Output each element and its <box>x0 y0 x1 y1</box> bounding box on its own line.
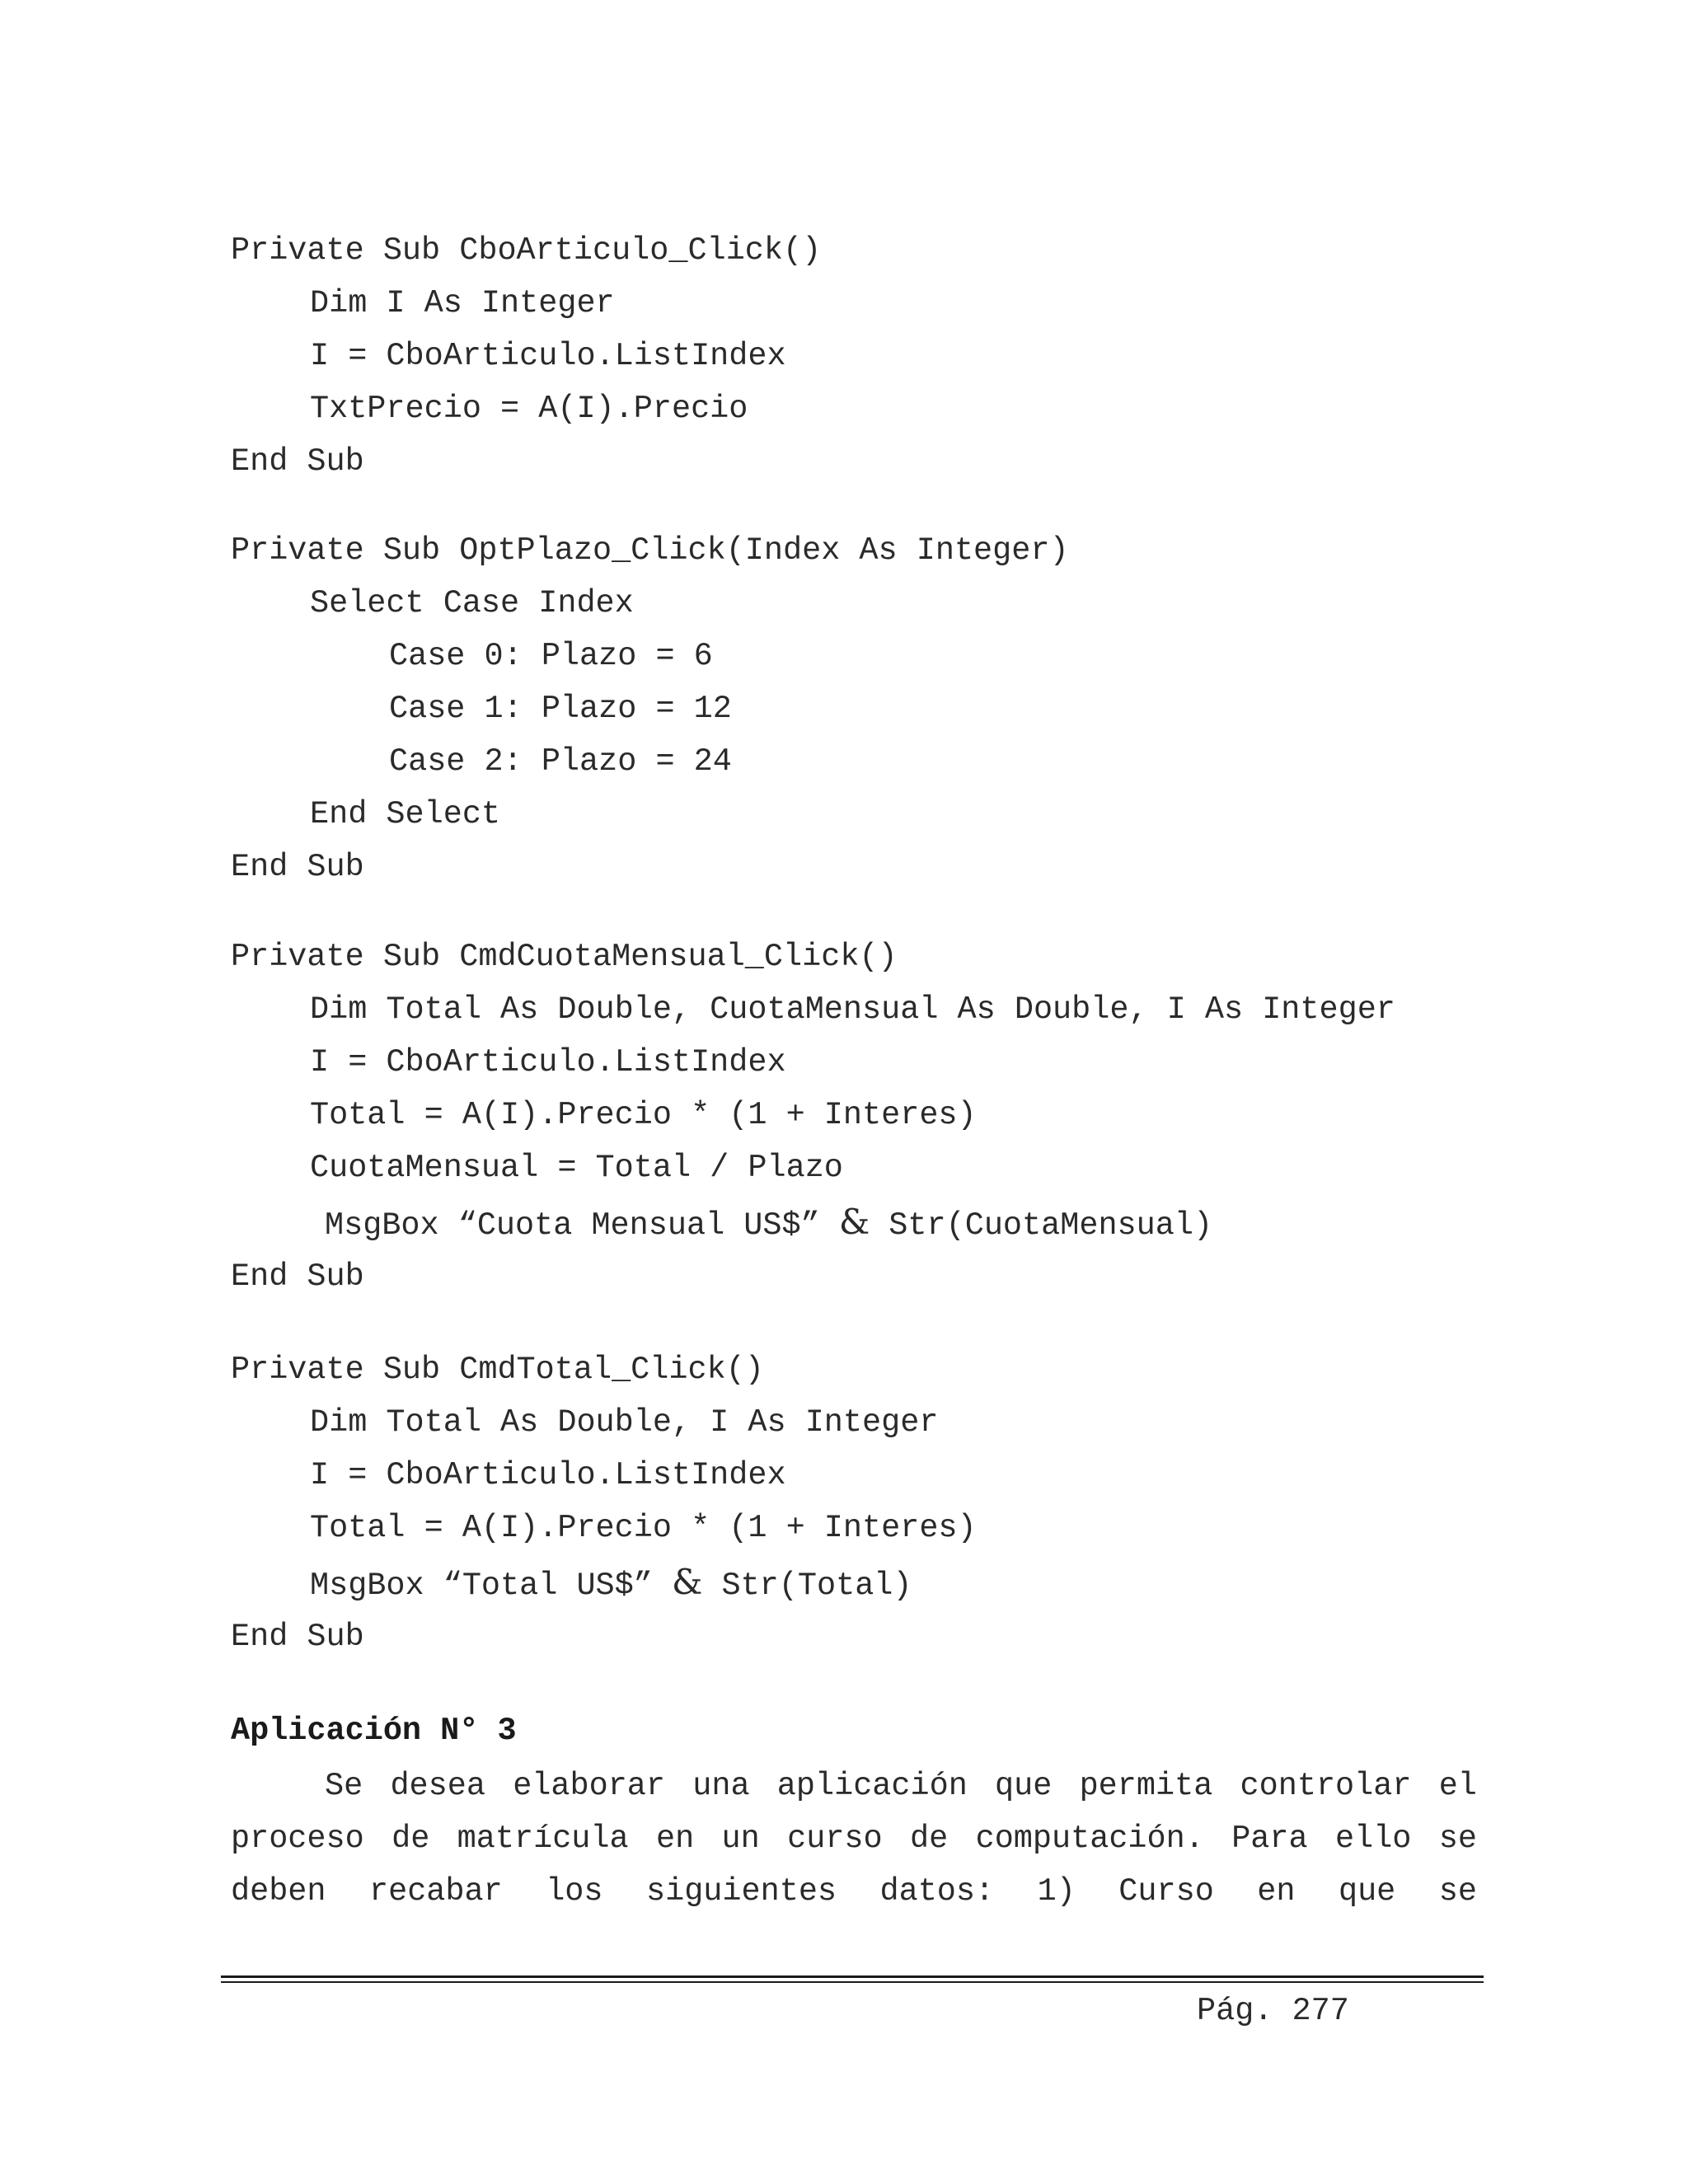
paragraph-line <box>231 1865 1477 1918</box>
code-line: Private Sub CboArticulo_Click() <box>231 232 822 269</box>
code-line: Case 0: Plazo = 6 <box>389 638 713 674</box>
code-line: Private Sub OptPlazo_Click(Index As Integer) <box>231 532 1069 569</box>
word: ello <box>1334 1821 1412 1857</box>
word: desea <box>390 1768 485 1804</box>
word: elaborar <box>513 1768 666 1804</box>
code-block-optplazo-click <box>231 524 1517 893</box>
code-line: Dim I As Integer <box>310 285 615 321</box>
word: el <box>1438 1768 1477 1804</box>
code-line: CuotaMensual = Total / Plazo <box>310 1150 843 1186</box>
word: en <box>655 1821 695 1857</box>
word: deben <box>231 1873 326 1910</box>
word: en <box>1257 1873 1296 1910</box>
word: permita <box>1079 1768 1213 1804</box>
word: Para <box>1231 1821 1308 1857</box>
code-line: End Sub <box>231 443 364 480</box>
code-line: TxtPrecio = A(I).Precio <box>310 391 748 427</box>
word: controlar <box>1240 1768 1412 1804</box>
code-line: End Sub <box>231 1619 364 1655</box>
paragraph-line <box>231 1812 1477 1865</box>
code-line: Dim Total As Double, I As Integer <box>310 1404 939 1441</box>
footer-rule <box>221 1975 1484 1978</box>
word: matrícula <box>457 1821 629 1857</box>
word: de <box>910 1821 949 1857</box>
word: recabar <box>369 1873 503 1910</box>
code-line: Private Sub CmdCuotaMensual_Click() <box>231 939 898 975</box>
body-paragraph <box>231 1760 1477 1918</box>
word: datos: <box>879 1873 995 1910</box>
word: Se <box>325 1768 363 1804</box>
word: de <box>392 1821 430 1857</box>
code-text: Str(CuotaMensual) <box>870 1207 1213 1244</box>
word: que <box>1338 1873 1396 1910</box>
code-block-cmdcuotamensual-click <box>231 930 1517 1303</box>
word: aplicación <box>776 1768 968 1804</box>
code-line: End Select <box>310 796 501 832</box>
word: se <box>1438 1873 1477 1910</box>
code-line: Select Case Index <box>310 585 634 621</box>
word: computación. <box>975 1821 1204 1857</box>
code-line: Dim Total As Double, CuotaMensual As Double, I As Integer <box>310 991 1395 1028</box>
code-line-msgbox <box>231 1194 1517 1250</box>
code-text: Str(Total) <box>702 1568 912 1604</box>
footer-rule <box>221 1981 1484 1983</box>
word: una <box>692 1768 750 1804</box>
code-text: MsgBox “Cuota Mensual US$” <box>325 1207 839 1244</box>
word: curso <box>787 1821 883 1857</box>
code-line: End Sub <box>231 1258 364 1295</box>
word: Curso <box>1118 1873 1214 1910</box>
code-line: Total = A(I).Precio * (1 + Interes) <box>310 1097 977 1133</box>
code-line: Private Sub CmdTotal_Click() <box>231 1352 764 1388</box>
code-text: MsgBox “Total US$” <box>310 1568 672 1604</box>
code-line: Total = A(I).Precio * (1 + Interes) <box>310 1510 977 1546</box>
code-block-cboarticulo-click <box>231 224 1517 488</box>
word: siguientes <box>645 1873 837 1910</box>
paragraph-line <box>231 1760 1477 1812</box>
word: un <box>721 1821 760 1857</box>
code-line: Case 1: Plazo = 12 <box>389 691 732 727</box>
section-title: Aplicación N° 3 <box>231 1713 517 1749</box>
code-block-cmdtotal-click <box>231 1343 1517 1663</box>
page-number: Pág. 277 <box>1197 1993 1349 2029</box>
word: los <box>546 1873 603 1910</box>
ampersand-operator: & <box>838 1202 870 1242</box>
word: se <box>1438 1821 1477 1857</box>
code-line: Case 2: Plazo = 24 <box>389 743 732 780</box>
word: que <box>995 1768 1053 1804</box>
ampersand-operator: & <box>671 1562 703 1602</box>
code-line: I = CboArticulo.ListIndex <box>310 1457 786 1493</box>
code-line-msgbox <box>231 1554 1517 1610</box>
word: 1) <box>1037 1873 1076 1910</box>
code-line: I = CboArticulo.ListIndex <box>310 1044 786 1080</box>
word: proceso <box>231 1821 364 1857</box>
code-line: I = CboArticulo.ListIndex <box>310 338 786 374</box>
code-line: End Sub <box>231 849 364 885</box>
